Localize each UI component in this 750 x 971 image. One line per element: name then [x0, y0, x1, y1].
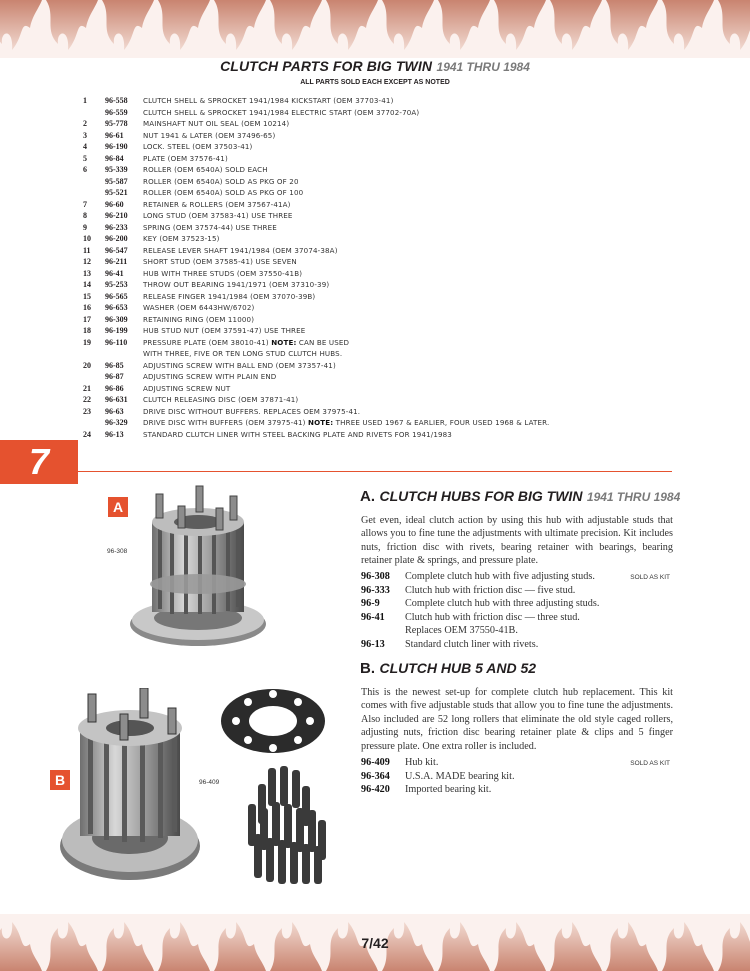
part-description-text: RELEASE LEVER SHAFT 1941/1984 (OEM 37074-38A) — [143, 245, 338, 255]
part-description-text: RETAINING RING (OEM 11000) — [143, 314, 255, 324]
catalog-item-description: Clutch hub with friction disc — three stud. — [405, 611, 580, 623]
catalog-item-code: 96-364 — [361, 770, 390, 782]
catalog-item-description: Imported bearing kit. — [405, 784, 492, 796]
section-b-list — [361, 756, 673, 797]
part-description — [143, 302, 254, 314]
part-description-text: WITH THREE, FIVE OR TEN LONG STUD CLUTCH HUBS. — [143, 349, 343, 358]
section-b-body: This is the newest set-up for complete clutch hub replacement. This kit comes with five adjustable studs that allow you to fine tune the adjustments. Also included are 52 long rollers that eliminate the old style caged rollers, adjusting nuts, friction disc bearing retainer plate & clips and 5 finger pressure plate. One extra roller is included. — [361, 687, 673, 752]
part-row — [83, 176, 683, 188]
part-description — [143, 291, 315, 303]
catalog-item-row — [361, 638, 673, 652]
part-item-number: 5 — [83, 153, 87, 163]
part-description — [143, 233, 220, 245]
catalog-item-code — [361, 624, 405, 638]
part-item-number: 21 — [83, 383, 91, 393]
part-code — [105, 348, 143, 360]
part-row — [83, 118, 683, 130]
part-description — [143, 256, 297, 268]
part-row — [83, 199, 683, 211]
part-row — [83, 325, 683, 337]
part-item-number: 14 — [83, 280, 91, 289]
part-description-text: DRIVE DISC WITH BUFFERS (OEM 37975-41) — [143, 418, 306, 427]
part-code: 96-211 — [105, 257, 128, 266]
part-row — [83, 233, 683, 245]
part-description-text: ROLLER (OEM 6540A) SOLD AS PKG OF 20 — [143, 176, 299, 186]
part-description — [143, 371, 276, 383]
part-code: 96-85 — [105, 360, 124, 370]
part-description — [143, 337, 349, 349]
part-row — [83, 210, 683, 222]
catalog-item-code: 96-13 — [361, 638, 385, 650]
part-description-text: THROW OUT BEARING 1941/1971 (OEM 37310-39) — [143, 280, 330, 289]
part-description-text: ADJUSTING SCREW NUT — [143, 383, 231, 393]
part-code: 96-63 — [105, 406, 124, 416]
section-b-title: CLUTCH HUB 5 AND 52 — [379, 660, 537, 676]
catalog-item-row — [361, 756, 673, 770]
part-description — [143, 429, 452, 441]
part-code: 96-200 — [105, 234, 128, 243]
part-item-number: 12 — [83, 257, 91, 266]
catalog-item-description: Hub kit. — [405, 757, 439, 768]
part-code: 96-84 — [105, 153, 124, 163]
part-description-text: CLUTCH RELEASING DISC (OEM 37871-41) — [143, 395, 299, 404]
part-code: 96-329 — [105, 418, 128, 427]
part-description — [143, 164, 268, 176]
part-row — [83, 337, 683, 349]
part-item-number: 1 — [83, 96, 87, 105]
part-row — [83, 95, 683, 107]
part-row — [83, 371, 683, 383]
part-item-number: 13 — [83, 268, 91, 278]
part-row — [83, 141, 683, 153]
section-b-letter: B. — [360, 660, 375, 677]
catalog-item-row — [361, 770, 673, 784]
part-item-number: 23 — [83, 406, 91, 416]
part-description-text: HUB STUD NUT (OEM 37591-47) USE THREE — [143, 326, 306, 335]
part-row — [83, 153, 683, 165]
part-item-number — [83, 348, 105, 360]
catalog-item-code: 96-420 — [361, 784, 390, 796]
part-description — [143, 279, 329, 291]
part-item-number — [83, 176, 105, 188]
section-b-heading — [360, 660, 536, 678]
part-row — [83, 406, 683, 418]
part-code: 96-61 — [105, 130, 124, 140]
part-description-text: LOCK. STEEL (OEM 37503-41) — [143, 142, 253, 151]
part-row — [83, 268, 683, 280]
catalog-item-row — [361, 570, 673, 584]
badge-b: B — [50, 770, 70, 790]
part-note-text: THREE USED 1967 & EARLIER, FOUR USED 1968 & LATER. — [335, 418, 550, 427]
part-description — [143, 141, 252, 153]
part-row — [83, 291, 683, 303]
part-description-text: PLATE (OEM 37576-41) — [143, 153, 228, 163]
part-row — [83, 429, 683, 441]
part-code: 95-339 — [105, 165, 128, 174]
part-note-label: NOTE: — [271, 337, 297, 347]
part-description — [143, 176, 299, 188]
part-item-number — [83, 187, 105, 199]
part-code: 95-253 — [105, 280, 128, 289]
part-item-number: 16 — [83, 303, 91, 312]
part-row — [83, 279, 683, 291]
part-description-text: CLUTCH SHELL & SPROCKET 1941/1984 ELECTRIC START (OEM 37702-70A) — [143, 107, 420, 117]
part-code: 96-210 — [105, 211, 128, 220]
part-item-number: 11 — [83, 245, 91, 255]
catalog-item-description: Replaces OEM 37550-41B. — [405, 625, 518, 637]
clutch-hub-five-stud-image — [118, 484, 268, 659]
part-row — [83, 107, 683, 119]
part-code: 96-87 — [105, 372, 124, 381]
part-description — [143, 95, 394, 107]
part-row — [83, 302, 683, 314]
part-description — [143, 222, 277, 234]
part-code: 96-558 — [105, 96, 128, 105]
part-description-text: LONG STUD (OEM 37583-41) USE THREE — [143, 211, 293, 220]
part-description-text: SPRING (OEM 37574-44) USE THREE — [143, 222, 277, 232]
chapter-tab[interactable]: 7 — [0, 440, 78, 484]
part-item-number: 15 — [83, 291, 91, 301]
catalog-item-description: Complete clutch hub with three adjusting studs. — [405, 598, 600, 610]
part-item-number: 24 — [83, 429, 91, 439]
part-description — [143, 314, 254, 326]
part-code: 96-565 — [105, 291, 128, 301]
part-item-number: 2 — [83, 119, 87, 128]
section-a-years: 1941 THRU 1984 — [586, 490, 681, 504]
section-a-body: Get even, ideal clutch action by using this hub with adjustable studs that allows you to fine tune the adjustments with ultimate precision. Kit includes nuts, friction disc with rivets, bearing retainer with bearings, bearing retainer plate & springs, and pressure plate. — [361, 515, 673, 567]
section-a-heading — [360, 488, 680, 506]
section-a-letter: A. — [360, 488, 375, 505]
part-description — [143, 325, 305, 337]
part-description-text: WASHER (OEM 6443HW/6702) — [143, 303, 255, 312]
catalog-item-description: Standard clutch liner with rivets. — [405, 638, 539, 650]
part-item-number: 22 — [83, 395, 91, 404]
part-description-text: HUB WITH THREE STUDS (OEM 37550-41B) — [143, 268, 303, 278]
catalog-item-row — [361, 611, 673, 625]
part-item-number: 19 — [83, 337, 91, 347]
part-description-text: MAINSHAFT NUT OIL SEAL (OEM 10214) — [143, 119, 290, 128]
part-description-text: ADJUSTING SCREW WITH PLAIN END — [143, 372, 277, 381]
part-code: 96-13 — [105, 429, 124, 439]
part-item-number: 17 — [83, 314, 91, 324]
part-description — [143, 268, 302, 280]
clutch-hub-52-roller-image — [58, 688, 208, 888]
part-row — [83, 360, 683, 372]
part-description-text: ADJUSTING SCREW WITH BALL END (OEM 37357-41) — [143, 360, 336, 370]
part-item-number: 3 — [83, 130, 87, 140]
part-description — [143, 394, 298, 406]
page-title-years: 1941 THRU 1984 — [436, 60, 530, 74]
part-code: 96-110 — [105, 337, 128, 347]
part-code: 96-190 — [105, 142, 128, 151]
part-row — [83, 394, 683, 406]
part-item-number: 6 — [83, 165, 87, 174]
page-title-text: CLUTCH PARTS FOR BIG TWIN — [220, 58, 433, 74]
part-item-number: 10 — [83, 234, 91, 243]
top-flame-border — [0, 0, 750, 58]
long-rollers-image — [238, 764, 338, 889]
part-row — [83, 314, 683, 326]
catalog-item-code: 96-409 — [361, 757, 390, 768]
part-description — [143, 107, 419, 119]
part-item-number: 9 — [83, 222, 87, 232]
part-row — [83, 383, 683, 395]
part-note-label: NOTE: — [308, 418, 334, 427]
part-row — [83, 187, 683, 199]
catalog-item-description: U.S.A. MADE bearing kit. — [405, 770, 515, 782]
part-description — [143, 383, 230, 395]
part-description — [143, 417, 549, 429]
part-description-text: STANDARD CLUTCH LINER WITH STEEL BACKING PLATE AND RIVETS FOR 1941/1983 — [143, 429, 452, 439]
part-item-number — [83, 417, 105, 429]
parts-list — [83, 95, 683, 440]
part-item-number: 4 — [83, 142, 87, 151]
badge-a: A — [108, 497, 128, 517]
catalog-item-row — [361, 783, 673, 797]
image-label-a: 96-308 — [107, 548, 128, 555]
catalog-item-code: 96-308 — [361, 571, 390, 582]
part-description — [143, 406, 360, 418]
part-code: 95-778 — [105, 119, 128, 128]
part-code: 96-309 — [105, 314, 128, 324]
part-row — [83, 256, 683, 268]
part-row — [83, 417, 683, 429]
part-description — [143, 187, 303, 199]
part-item-number — [83, 107, 105, 119]
section-a-title: CLUTCH HUBS FOR BIG TWIN — [379, 488, 583, 504]
part-row — [83, 164, 683, 176]
part-description — [143, 199, 291, 211]
part-code: 95-521 — [105, 188, 128, 197]
part-description-text: DRIVE DISC WITHOUT BUFFERS. REPLACES OEM 37975-41. — [143, 406, 361, 416]
part-code: 96-233 — [105, 222, 128, 232]
part-description — [143, 348, 342, 360]
part-description-text: RELEASE FINGER 1941/1984 (OEM 37070-39B) — [143, 291, 316, 301]
part-row — [83, 348, 683, 360]
part-item-number: 18 — [83, 326, 91, 335]
part-code: 96-547 — [105, 245, 128, 255]
part-code: 96-60 — [105, 199, 124, 209]
page-subtitle: ALL PARTS SOLD EACH EXCEPT AS NOTED — [300, 79, 450, 86]
catalog-item-description: Complete clutch hub with five adjusting studs. — [405, 571, 595, 582]
section-divider — [78, 471, 672, 472]
catalog-item-code: 96-9 — [361, 598, 380, 610]
part-description — [143, 153, 228, 165]
part-row — [83, 222, 683, 234]
part-description — [143, 245, 338, 257]
part-code: 96-86 — [105, 383, 124, 393]
sold-as-kit-note: SOLD AS KIT — [630, 574, 670, 581]
part-code: 96-631 — [105, 395, 128, 404]
part-note-text: CAN BE USED — [298, 337, 350, 347]
image-label-b: 96-409 — [199, 779, 220, 786]
friction-disc-image — [218, 686, 328, 756]
part-description — [143, 118, 289, 130]
part-item-number — [83, 371, 105, 383]
page-title — [0, 58, 750, 76]
part-code: 96-653 — [105, 303, 128, 312]
catalog-item-row — [361, 624, 673, 638]
catalog-item-description: Clutch hub with friction disc — five stud. — [405, 584, 576, 596]
part-description — [143, 130, 275, 142]
part-description-text: NUT 1941 & LATER (OEM 37496-65) — [143, 130, 276, 140]
section-a-list — [361, 570, 673, 652]
part-description-text: KEY (OEM 37523-15) — [143, 234, 220, 243]
part-description-text: SHORT STUD (OEM 37585-41) USE SEVEN — [143, 257, 297, 266]
part-row — [83, 245, 683, 257]
page-number: 7/42 — [361, 935, 389, 951]
part-description — [143, 210, 293, 222]
part-code: 96-559 — [105, 107, 128, 117]
part-item-number: 20 — [83, 360, 91, 370]
part-row — [83, 130, 683, 142]
part-description-text: ROLLER (OEM 6540A) SOLD EACH — [143, 165, 268, 174]
part-description-text: PRESSURE PLATE (OEM 38010-41) — [143, 337, 269, 347]
part-description-text: CLUTCH SHELL & SPROCKET 1941/1984 KICKSTART (OEM 37703-41) — [143, 96, 394, 105]
part-description-text: ROLLER (OEM 6540A) SOLD AS PKG OF 100 — [143, 188, 304, 197]
part-code: 96-41 — [105, 268, 124, 278]
part-code: 96-199 — [105, 326, 128, 335]
sold-as-kit-note: SOLD AS KIT — [630, 760, 670, 767]
part-item-number: 8 — [83, 211, 87, 220]
part-code: 95-587 — [105, 176, 128, 186]
part-description — [143, 360, 336, 372]
part-description-text: RETAINER & ROLLERS (OEM 37567-41A) — [143, 199, 291, 209]
part-item-number: 7 — [83, 199, 87, 209]
catalog-item-code: 96-41 — [361, 611, 385, 623]
catalog-item-code: 96-333 — [361, 584, 390, 596]
catalog-item-row — [361, 584, 673, 598]
catalog-item-row — [361, 597, 673, 611]
